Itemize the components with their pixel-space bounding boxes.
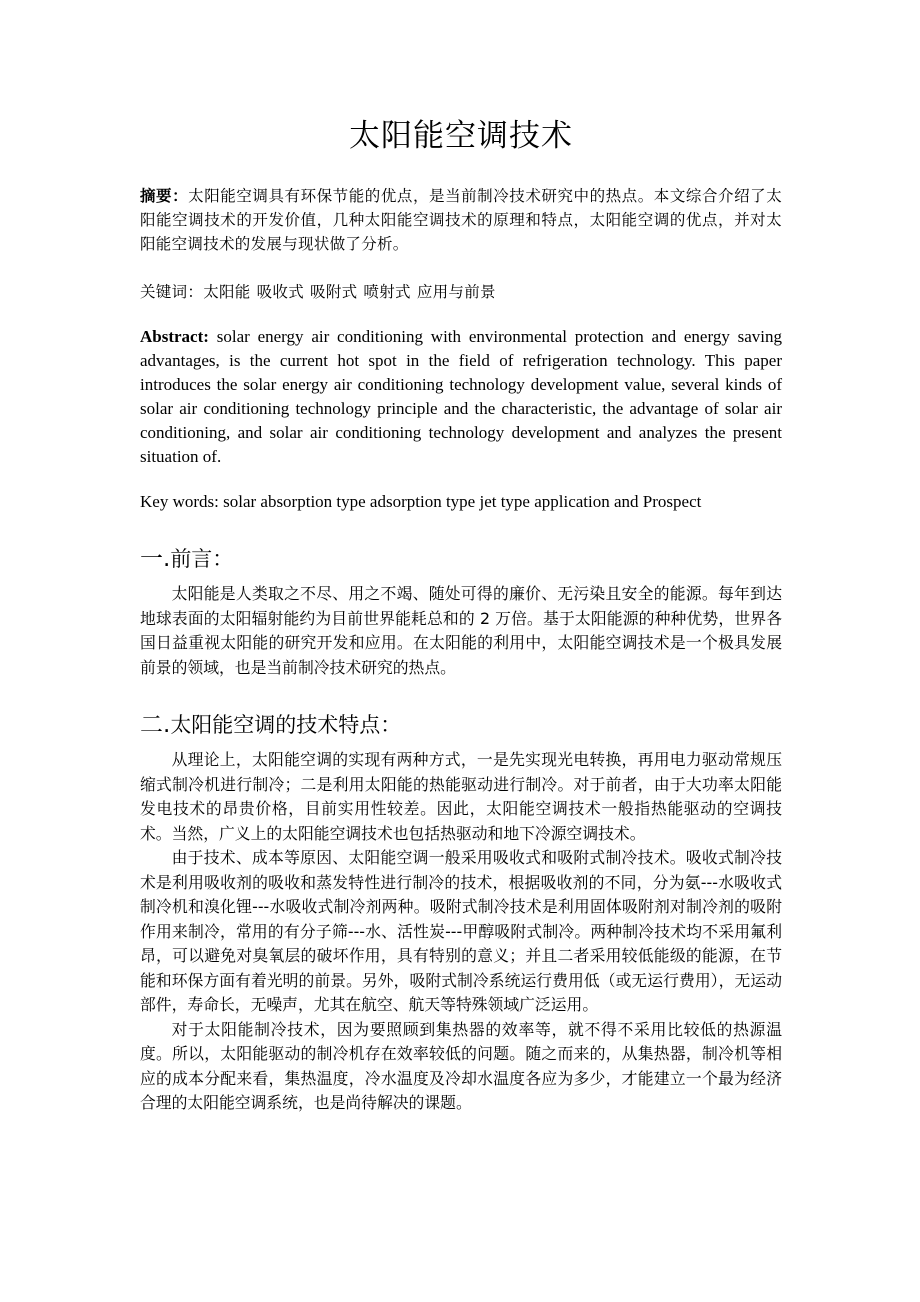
section-heading-preface (140, 544, 782, 574)
chinese-keyword: 太阳能 (203, 283, 251, 301)
section-preface-body (140, 582, 782, 680)
body-paragraph: 从理论上，太阳能空调的实现有两种方式，一是先实现光电转换，再用电力驱动常规压缩式制冷机进行制冷；二是利用太阳能的热能驱动进行制冷。对于前者，由于大功率太阳能发电技术的昂贵价格，目前实用性较差。因此，太阳能空调技术一般指热能驱动的空调技术。当然，广义上的太阳能空调技术也包括热驱动和地下冷源空调技术。 (140, 750, 782, 843)
chinese-keyword: 吸附式 (310, 283, 358, 301)
section-number: 一. (140, 546, 171, 572)
chinese-keywords (140, 280, 782, 304)
english-abstract-text: solar energy air conditioning with environmental protection and energy saving advantages, is the current hot spot in the field of refrigeration technology. This paper introduces the solar energy air conditioning technology development value, several kinds of solar air conditioning technology principle and the characteristic, the advantage of solar air conditioning, and solar air conditioning technology development and analyzes the present situation of. (140, 327, 783, 466)
section-number: 二. (140, 712, 171, 738)
chinese-keyword: 喷射式 (363, 283, 411, 301)
english-keywords: Key words: solar absorption type adsorption type jet type application and Prospect (140, 492, 702, 511)
section-title: 太阳能空调的技术特点： (170, 713, 402, 737)
chinese-keyword: 吸收式 (256, 283, 305, 301)
english-abstract-label: Abstract: (140, 327, 209, 346)
chinese-abstract-text: 太阳能空调具有环保节能的优点，是当前制冷技术研究中的热点。本文综合介绍了太阳能空调技术的开发价值，几种太阳能空调技术的原理和特点，太阳能空调的优点，并对太阳能空调技术的发展与现状做了分析。 (140, 187, 782, 253)
section-technical-features-body (140, 748, 782, 1116)
section-heading-technical-features (140, 710, 782, 740)
section-title: 前言： (170, 547, 234, 571)
chinese-abstract (140, 184, 782, 256)
document-page (140, 0, 782, 1302)
chinese-abstract-label: 摘要： (140, 187, 189, 205)
body-paragraph: 对于太阳能制冷技术，因为要照顾到集热器的效率等，就不得不采用比较低的热源温度。所以，太阳能驱动的制冷机存在效率较低的问题。随之而来的，从集热器，制冷机等相应的成本分配来看，集热温度，冷水温度及冷却水温度各应为多少，才能建立一个最为经济合理的太阳能空调系统，也是尚待解决的课题。 (140, 1019, 782, 1112)
body-paragraph: 太阳能是人类取之不尽、用之不竭、随处可得的廉价、无污染且安全的能源。每年到达地球表面的太阳辐射能约为目前世界能耗总和的 2 万倍。基于太阳能源的种种优势，世界各国日益重视太阳能的研究开发和应用。在太阳能的利用中，太阳能空调技术是一个极具发展前景的领域，也是当前制冷技术研究的热点。 (140, 584, 782, 677)
english-abstract (140, 325, 782, 469)
document-title: 太阳能空调技术 (349, 118, 573, 154)
chinese-keywords-label: 关键词： (140, 283, 204, 301)
chinese-keyword: 应用与前景 (416, 283, 496, 301)
body-paragraph: 由于技术、成本等原因、太阳能空调一般采用吸收式和吸附式制冷技术。吸收式制冷技术是利用吸收剂的吸收和蒸发特性进行制冷的技术，根据吸收剂的不同，分为氨---水吸收式制冷机和溴化锂---水吸收式制冷剂两种。吸附式制冷技术是利用固体吸附剂对制冷剂的吸附作用来制冷，常用的有分子筛---水、活性炭---甲醇吸附式制冷。两种制冷技术均不采用氟利昂，可以避免对臭氧层的破坏作用，具有特别的意义；并且二者采用较低能级的能源，在节能和环保方面有着光明的前景。另外，吸附式制冷系统运行费用低（或无运行费用），无运动部件，寿命长，无噪声，尤其在航空、航天等特殊领域广泛运用。 (140, 848, 782, 1014)
